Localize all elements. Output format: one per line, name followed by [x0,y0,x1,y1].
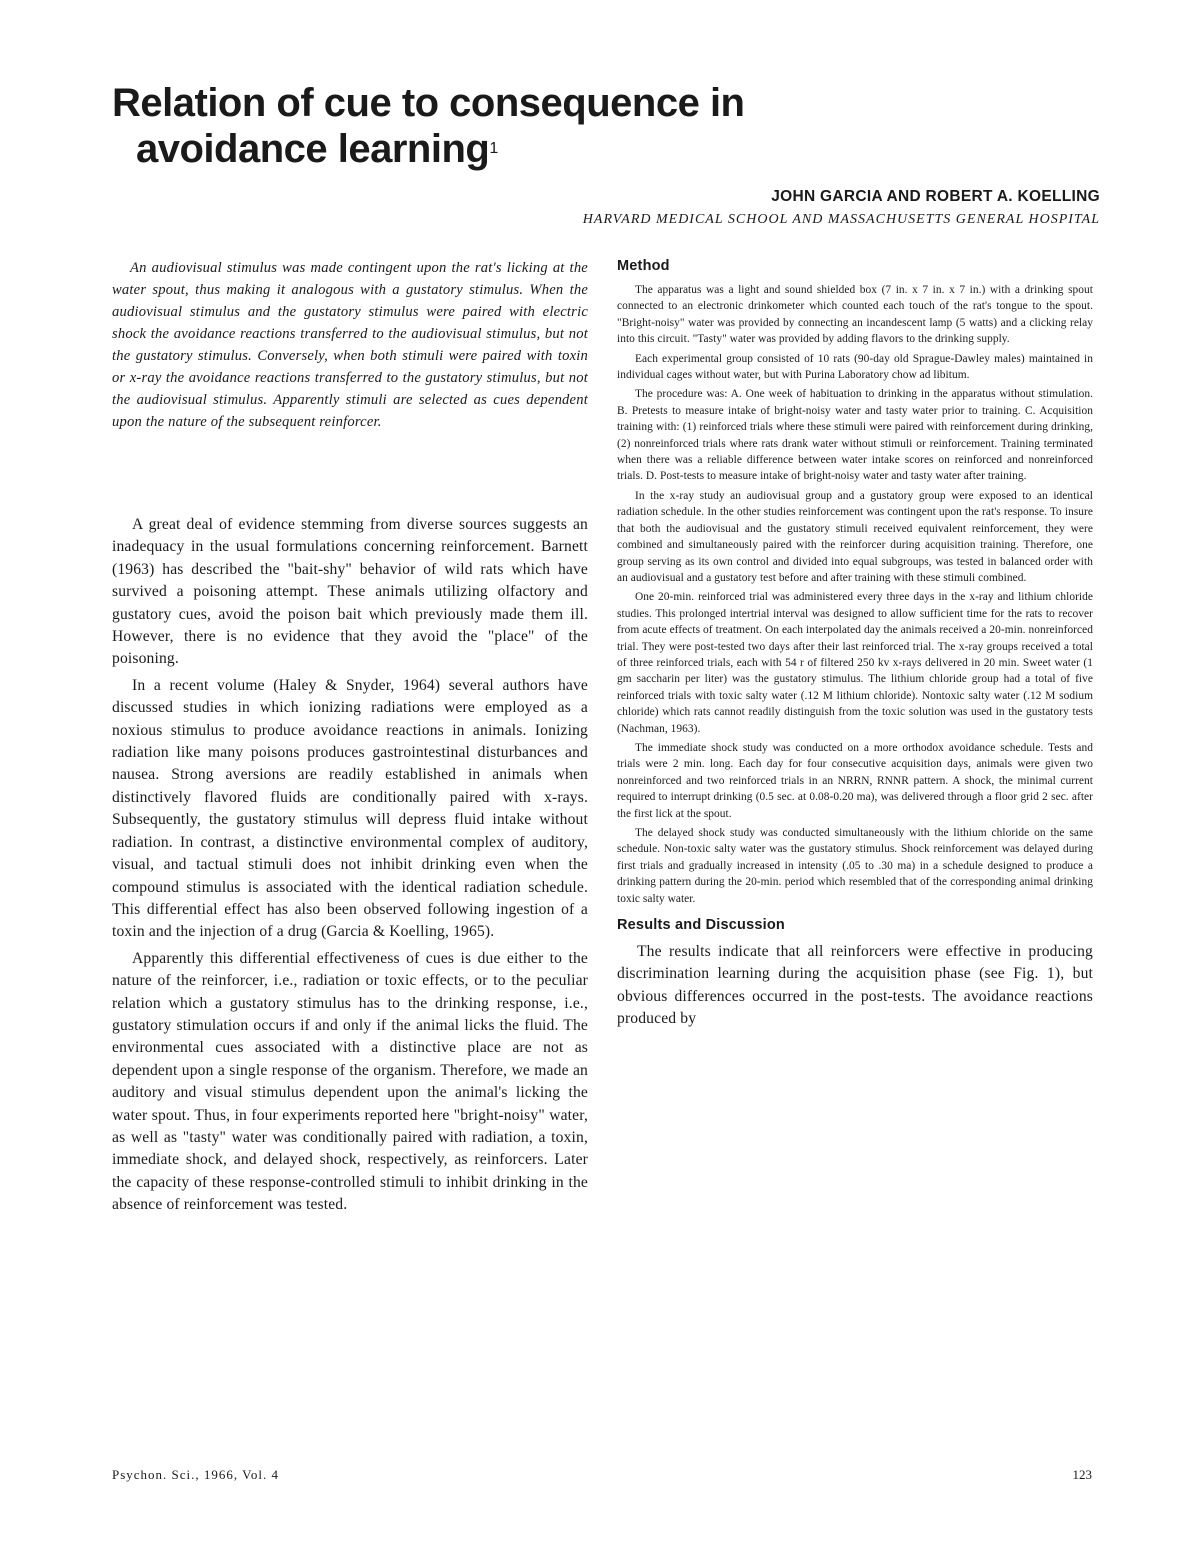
title-line-2: avoidance learning [136,127,490,171]
right-column [617,258,1093,1031]
authors: JOHN GARCIA AND ROBERT A. KOELLING [771,188,1100,205]
title-line-2-wrap [112,126,832,172]
results-section [617,941,1093,1031]
left-body-column [112,514,588,1221]
title-line-1: Relation of cue to consequence in [112,81,745,125]
method-paragraph: In the x-ray study an audiovisual group and a gustatory group were exposed to an identical radiation schedule. In the other studies reinforcement was contingent upon the rat's response. To insure that both the audiovisual and the gustatory stimuli received equivalent reinforcement, they were combined and simultaneously paired with the reinforcer during acquisition training. Therefore, one group serving as its own control and divided into equal subgroups, was tested in balanced order with an audiovisual and a gustatory test before and after training with these stimuli combined. [617,489,1093,584]
method-heading: Method [617,258,670,274]
method-paragraph: One 20-min. reinforced trial was administered every three days in the x-ray and lithium chloride studies. This prolonged intertrial interval was designed to allow sufficient time for the rats to recover from acute effects of treatment. On each interpolated day the animals received a 20-min. nonreinforced trial. They were post-tested two days after their last reinforced trial. The x-ray groups received a total of three reinforced trials, each with 54 r of filtered 250 kv x-rays delivered in 20 min. Sweet water (1 gm saccharin per liter) was the gustatory stimulus. The lithium chloride group had a total of five reinforced trials with toxic salty water (.12 M lithium chloride). Nontoxic salty water (.12 M sodium chloride) which rats cannot readily distinguish from the toxic solution was used in the gustatory tests (Nachman, 1963). [617,591,1093,735]
body-paragraph: Apparently this differential effectiveness of cues is due either to the nature of the reinforcer, i.e., radiation or toxic effects, or to the peculiar relation which a gustatory stimulus has to the drinking response, i.e., gustatory stimulation occurs if and only if the animal licks the fluid. The environmental cues associated with a distinctive place are not as dependent upon a single response of the organism. Therefore, we made an auditory and visual stimulus dependent upon the animal's licking the water spout. Thus, in four experiments reported here "bright-noisy" water, as well as "tasty" water was conditionally paired with radiation, a toxin, immediate shock, and delayed shock, respectively, as reinforcers. Later the capacity of these response-controlled stimuli to inhibit drinking in the absence of reinforcement was tested. [112,949,588,1214]
method-paragraph: The procedure was: A. One week of habituation to drinking in the apparatus without stimulation. B. Pretests to measure intake of bright-noisy water and tasty water prior to training. C. Acquisition training with: (1) reinforced trials where these stimuli were paired with reinforcement during drinking, (2) nonreinforced trials where rats drank water without stimuli or reinforcement. Training terminated when there was a reliable difference between water intake scores on reinforced and nonreinforced trials. D. Post-tests to measure intake of bright-noisy water and tasty water after training. [617,388,1093,483]
method-paragraph: The delayed shock study was conducted simultaneously with the lithium chloride on the same schedule. Non-toxic salty water was the gustatory stimulus. Shock reinforcement was delayed during first trials and gradually increased in intensity (.05 to .30 ma) in a schedule designed to produce a drinking pattern during the 20-min. period which resembled that of the corresponding animal drinking toxic salty water. [617,827,1093,905]
body-paragraph: A great deal of evidence stemming from diverse sources suggests an inadequacy in the usual formulations concerning reinforcement. Barnett (1963) has described the "bait-shy" behavior of wild rats which have survived a poisoning attempt. These animals utilizing olfactory and gustatory cues, avoid the poison bait which previously made them ill. However, there is no evidence that they avoid the "place" of the poisoning. [112,516,588,668]
body-paragraph: In a recent volume (Haley & Snyder, 1964) several authors have discussed studies in which ionizing radiations were employed as a noxious stimulus to produce avoidance reactions in animals. Ionizing radiation like many poisons produces gastrointestinal disturbances and nausea. Strong aversions are readily established in animals when distinctively flavored fluids are conditionally paired with x-rays. Subsequently, the gustatory stimulus will depress fluid intake without radiation. In contrast, a distinctive environmental complex of auditory, visual, and tactual stimuli does not inhibit drinking even when the compound stimulus is associated with the identical radiation schedule. This differential effect has also been observed following ingestion of a toxin and the injection of a drug (Garcia & Koelling, 1965). [112,676,588,941]
title-footnote-mark: 1 [489,140,498,157]
method-paragraph: The immediate shock study was conducted on a more orthodox avoidance schedule. Tests and trials were 2 min. long. Each day for four consecutive acquisition days, animals were given two nonreinforced and two reinforced trials in an NRRN, RNNR pattern. A shock, the minimal current required to interrupt drinking (0.5 sec. at 0.08-0.20 ma), was delivered through a floor grid 2 sec. after the first lick at the spout. [617,741,1093,820]
results-paragraph: The results indicate that all reinforcers were effective in producing discrimination learning during the acquisition phase (see Fig. 1), but obvious differences occurred in the post-tests. The avoidance reactions produced by [617,943,1093,1028]
article-title [112,80,832,172]
method-paragraph: The apparatus was a light and sound shielded box (7 in. x 7 in. x 7 in.) with a drinking spout connected to an electronic drinkometer which counted each touch of the rat's tongue to the spout. "Bright-noisy" water was provided by connecting an incandescent lamp (5 watts) and a clicking relay into this circuit. "Tasty" water was provided by adding flavors to the drinking supply. [617,284,1093,346]
method-section [617,282,1093,907]
abstract: An audiovisual stimulus was made contingent upon the rat's licking at the water spout, thus making it analogous with a gustatory stimulus. When the audiovisual stimulus and the gustatory stimulus were paired with electric shock the avoidance reactions transferred to the audiovisual stimulus, but not the gustatory stimulus. Conversely, when both stimuli were paired with toxin or x-ray the avoidance reactions transferred to the gustatory stimulus, but not the audiovisual stimulus. Apparently stimuli are selected as cues dependent upon the nature of the subsequent reinforcer. [112,260,588,430]
results-heading: Results and Discussion [617,917,785,934]
method-paragraph: Each experimental group consisted of 10 rats (90-day old Sprague-Dawley males) maintained in individual cages without water, but with Purina Laboratory chow ad libitum. [617,352,1093,382]
affiliation: HARVARD MEDICAL SCHOOL AND MASSACHUSETTS GENERAL HOSPITAL [582,212,1100,227]
page-number: 123 [1072,1467,1092,1482]
journal-citation: Psychon. Sci., 1966, Vol. 4 [112,1467,280,1482]
